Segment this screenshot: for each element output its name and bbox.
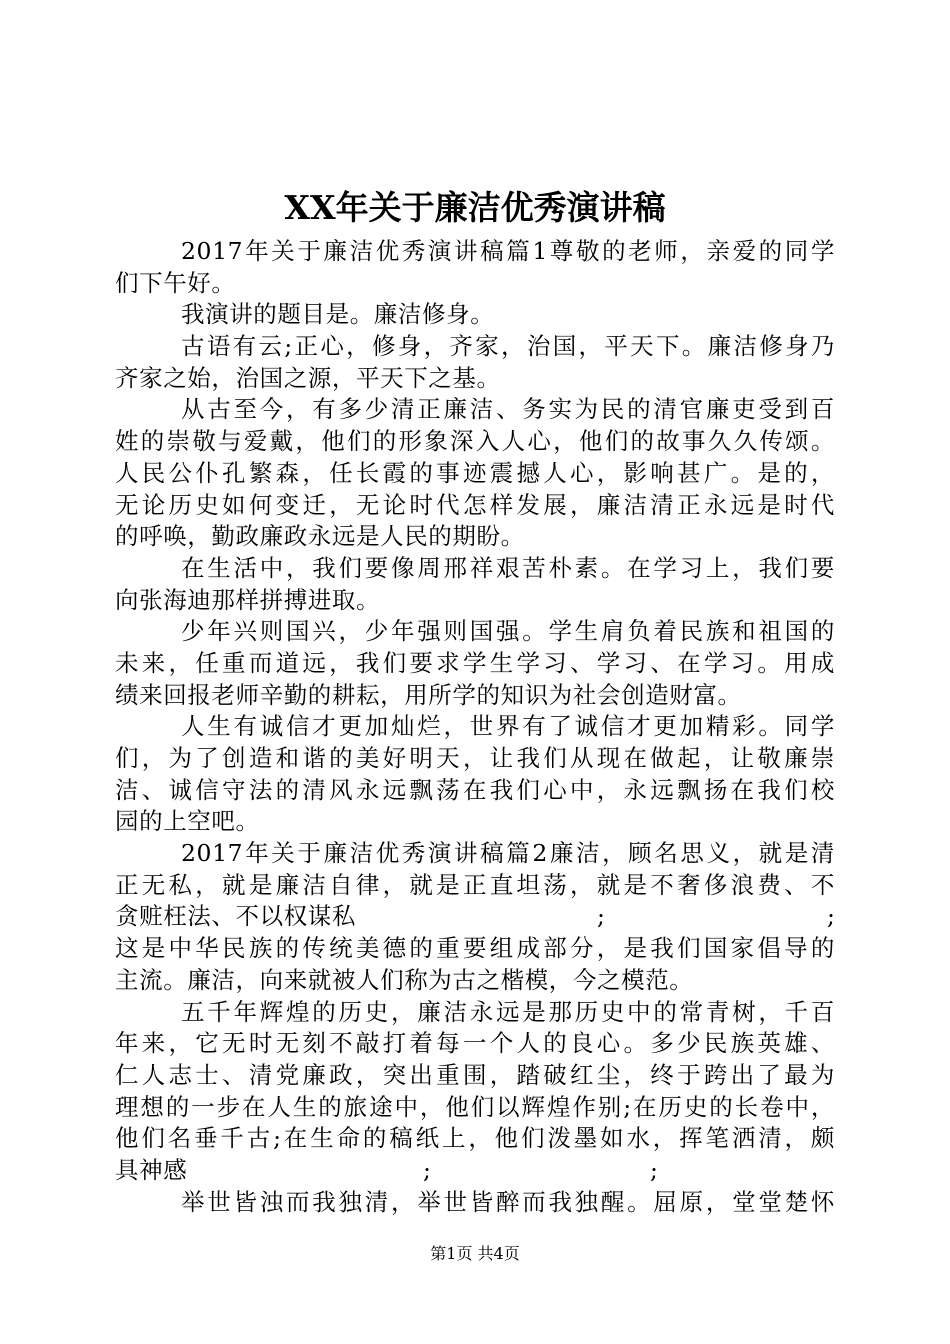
paragraph-line: 少年兴则国兴，少年强则国强。学生肩负着民族和祖国的: [181, 617, 835, 646]
paragraph-line: 的呼唤，勤政廉政永远是人民的期盼。: [115, 522, 525, 551]
paragraph-line: 这是中华民族的传统美德的重要组成部分，是我们国家倡导的: [115, 934, 835, 963]
paragraph-line: 从古至今，有多少清正廉洁、务实为民的清官廉吏受到百: [181, 395, 835, 424]
paragraph-line: 人民公仆孔繁森，任长霞的事迹震撼人心，影响甚广。是的，: [115, 458, 835, 487]
paragraph-line: 我演讲的题目是。廉洁修身。: [181, 300, 495, 329]
paragraph-line: 姓的崇敬与爱戴，他们的形象深入人心，他们的故事久久传颂。: [115, 427, 835, 456]
line-segment: 贪赃枉法、不以权谋私: [115, 902, 356, 931]
page-footer: 第1页 共4页: [430, 1244, 520, 1263]
paragraph-line: 举世皆浊而我独清，举世皆醉而我独醒。屈原，堂堂楚怀: [181, 1187, 835, 1216]
paragraph-line: 齐家之始，治国之源，平天下之基。: [115, 363, 501, 392]
paragraph-line-split: [115, 1155, 835, 1187]
paragraph-line: 绩来回报老师辛勤的耕耘，用所学的知识为社会创造财富。: [115, 680, 742, 709]
paragraph-line: 年来，它无时无刻不敲打着每一个人的良心。多少民族英雄、: [115, 1029, 835, 1058]
semicolon-mark: ;: [597, 902, 606, 931]
paragraph-line: 们下午好。: [115, 268, 236, 297]
paragraph-line: 2017年关于廉洁优秀演讲稿篇1尊敬的老师，亲爱的同学: [181, 237, 835, 265]
paragraph-line-split: [115, 901, 835, 933]
line-segment: 具神感: [115, 1155, 188, 1184]
paragraph-line: 未来，任重而道远，我们要求学生学习、学习、在学习。用成: [115, 648, 835, 677]
paragraph-line: 们，为了创造和谐的美好明天，让我们从现在做起，让敬廉崇: [115, 744, 835, 772]
paragraph-line: 洁、诚信守法的清风永远飘荡在我们心中，永远飘扬在我们校: [115, 775, 835, 804]
document-body: [115, 236, 835, 1218]
paragraph-line: 主流。廉洁，向来就被人们称为古之楷模，今之模范。: [115, 965, 694, 994]
paragraph-line: 古语有云;正心，修身，齐家，治国，平天下。廉洁修身乃: [181, 332, 835, 361]
paragraph-line: 2017年关于廉洁优秀演讲稿篇2廉洁，顾名思义，就是清: [181, 839, 835, 868]
paragraph-line: 向张海迪那样拼搏进取。: [115, 585, 381, 614]
paragraph-line: 园的上空吧。: [115, 807, 260, 836]
paragraph-line: 他们名垂千古;在生命的稿纸上，他们泼墨如水，挥笔洒清，颇: [115, 1124, 835, 1153]
paragraph-line: 正无私，就是廉洁自律，就是正直坦荡，就是不奢侈浪费、不: [115, 870, 835, 899]
document-title: XX年关于廉洁优秀演讲稿: [284, 188, 666, 227]
semicolon-mark: ;: [827, 902, 836, 931]
paragraph-line: 五千年辉煌的历史，廉洁永远是那历史中的常青树，千百: [181, 997, 835, 1026]
semicolon-mark: ;: [423, 1155, 432, 1184]
paragraph-line: 无论历史如何变迁，无论时代怎样发展，廉洁清正永远是时代: [115, 490, 835, 519]
paragraph-line: 人生有诚信才更加灿烂，世界有了诚信才更加精彩。同学: [181, 712, 835, 741]
paragraph-line: 理想的一步在人生的旅途中，他们以辉煌作别;在历史的长卷中，: [115, 1092, 835, 1121]
paragraph-line: 仁人志士、清党廉政，突出重围，踏破红尘，终于跨出了最为: [115, 1060, 835, 1089]
paragraph-line: 在生活中，我们要像周邢祥艰苦朴素。在学习上，我们要: [181, 553, 835, 582]
semicolon-mark: ;: [650, 1155, 659, 1184]
